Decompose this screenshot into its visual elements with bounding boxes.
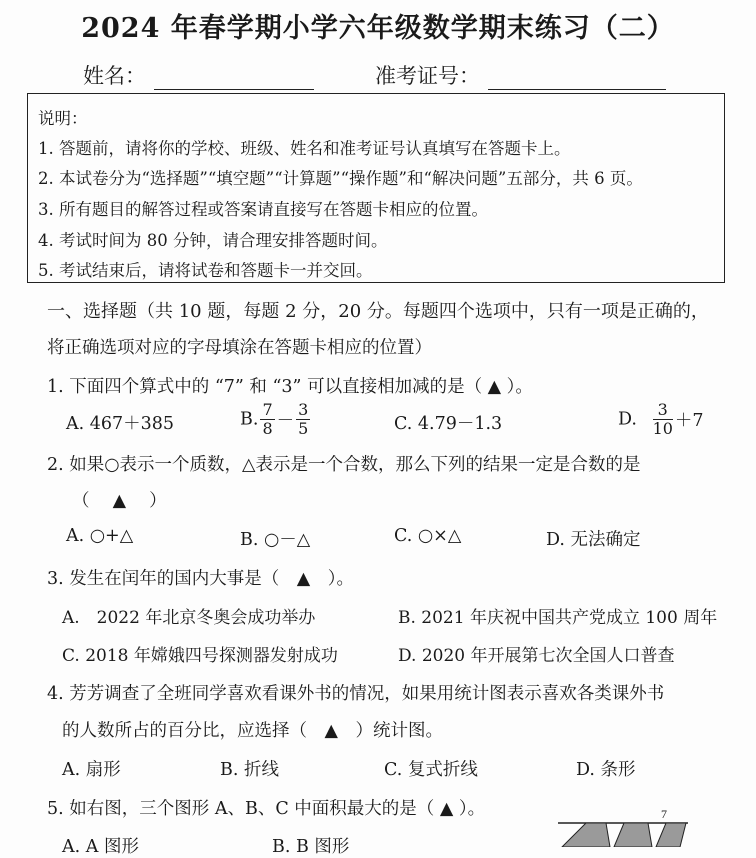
q4-option-d[interactable]: D. 条形 [576, 760, 636, 780]
q1-option-d[interactable]: D. $\frac{3}{10}$ ＋7 [618, 400, 704, 438]
question-3: 3. 发生在闰年的国内大事是（ ▲ ）。 [47, 569, 354, 589]
q4-option-c[interactable]: C. 复式折线 [384, 760, 478, 780]
q2-option-c[interactable]: C. ○×△ [394, 526, 462, 546]
exam-number-blank[interactable] [488, 67, 666, 90]
q5-option-a[interactable]: A. A 图形 [62, 837, 139, 857]
question-2: 2. 如果○表示一个质数，△表示是一个合数，那么下列的结果一定是合数的是 [47, 455, 641, 475]
name-label: 姓名： [83, 64, 146, 88]
instruction-item: 5. 考试结束后，请将试卷和答题卡一并交回。 [38, 261, 373, 280]
q1-option-a[interactable]: A. 467＋385 [66, 414, 175, 434]
question-1: 1. 下面四个算式中的 “7” 和 “3” 可以直接相加减的是（ ▲ ）。 [47, 377, 533, 397]
q3-option-d[interactable]: D. 2020 年开展第七次全国人口普查 [398, 646, 675, 666]
question-4: 4. 芳芳调查了全班同学喜欢看课外书的情况，如果用统计图表示喜欢各类课外书 [47, 684, 665, 704]
instruction-item: 3. 所有题目的解答过程或答案请直接写在答题卡相应的位置。 [38, 200, 488, 219]
answer-blank: （ ▲ ） [72, 491, 167, 511]
section-title: 一、选择题（共 10 题，每题 2 分，20 分。每题四个选项中，只有一项是正确的， [47, 301, 709, 322]
q4-option-b[interactable]: B. 折线 [220, 760, 279, 780]
q2-option-d[interactable]: D. 无法确定 [546, 530, 641, 550]
q2-option-a[interactable]: A. ○+△ [66, 526, 134, 546]
shapes-figure [548, 805, 698, 847]
page-title: 2024 年春学期小学六年级数学期末练习（二） [81, 13, 675, 44]
section-title-cont: 将正确选项对应的字母填涂在答题卡相应的位置） [47, 338, 432, 358]
figure-label: 7 [661, 807, 667, 821]
instruction-item: 1. 答题前，请将你的学校、班级、姓名和准考证号认真填写在答题卡上。 [38, 139, 571, 158]
instruction-item: 4. 考试时间为 80 分钟，请合理安排答题时间。 [38, 231, 388, 250]
q1-option-b[interactable]: B. $\frac{7}{8}$ － $\frac{3}{5}$ [240, 400, 309, 438]
name-blank[interactable] [154, 67, 314, 90]
fraction: $\frac{3}{5}$ [298, 400, 309, 438]
instruction-item: 2. 本试卷分为“选择题”“填空题”“计算题”“操作题”和“解决问题”五部分，共 6 页。 [38, 169, 643, 188]
q4-option-a[interactable]: A. 扇形 [62, 760, 121, 780]
fraction: $\frac{7}{8}$ [262, 400, 273, 438]
q3-option-a[interactable]: A. 2022 年北京冬奥会成功举办 [62, 608, 316, 628]
exam-number-field [375, 60, 666, 90]
q1-option-c[interactable]: C. 4.79－1.3 [394, 414, 503, 434]
q5-option-b[interactable]: B. B 图形 [272, 837, 350, 857]
q3-option-b[interactable]: B. 2021 年庆祝中国共产党成立 100 周年 [398, 608, 718, 628]
exam-number-label: 准考证号： [375, 64, 480, 88]
instructions-heading: 说明： [38, 109, 88, 128]
q3-option-c[interactable]: C. 2018 年嫦娥四号探测器发射成功 [62, 646, 338, 666]
question-4-cont: 的人数所占的百分比，应选择（ ▲ ）统计图。 [62, 721, 443, 741]
question-5: 5. 如右图，三个图形 A、B、C 中面积最大的是（ ▲ ）。 [47, 799, 486, 819]
q2-option-b[interactable]: B. ○－△ [240, 530, 311, 550]
name-field [83, 60, 314, 90]
fraction: $\frac{3}{10}$ [652, 400, 673, 438]
parallel-shapes-diagram [548, 805, 698, 847]
